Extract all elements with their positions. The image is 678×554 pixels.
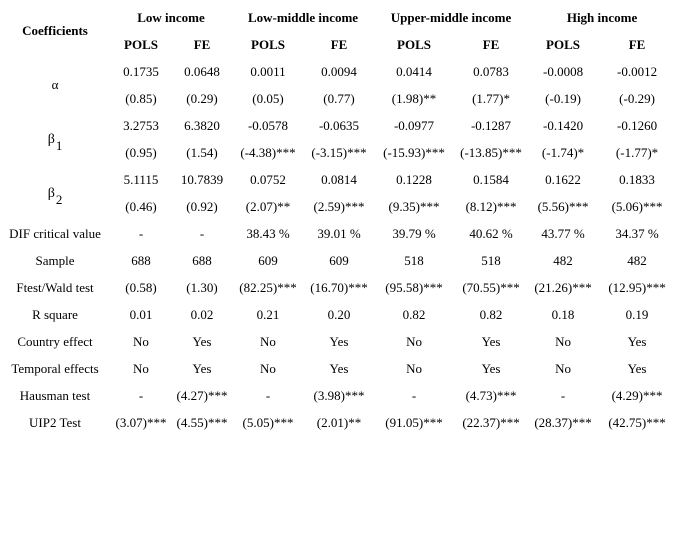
- table-cell: -0.0012: [616, 63, 658, 79]
- table-cell: (1.54): [186, 144, 218, 160]
- table-cell: Yes: [627, 333, 647, 349]
- table-cell: 43.77 %: [541, 225, 585, 241]
- table-cell: (91.05)***: [385, 414, 443, 430]
- table-cell: (1.98)**: [391, 90, 437, 106]
- table-cell: -0.0578: [247, 117, 289, 133]
- coefficients-header: Coefficients: [22, 23, 88, 38]
- row-label: [0, 409, 110, 436]
- table-cell: (82.25)***: [239, 279, 297, 295]
- table-cell: No: [133, 360, 149, 376]
- table-cell: -0.1260: [616, 117, 658, 133]
- table-cell: 518: [404, 252, 424, 268]
- table-cell: (0.92): [186, 198, 218, 214]
- table-cell: 10.7839: [180, 171, 224, 187]
- row-label-text: Country effect: [17, 333, 93, 349]
- table-cell: 0.0011: [250, 63, 286, 79]
- row-label-text: Ftest/Wald test: [16, 279, 94, 295]
- table-cell: (16.70)***: [310, 279, 368, 295]
- table-cell: No: [260, 360, 276, 376]
- table-cell: (0.95): [125, 144, 157, 160]
- row-label: [0, 247, 110, 274]
- table-body: [0, 58, 676, 436]
- row-label-subscript: 2: [55, 191, 63, 207]
- table-cell: (0.05): [252, 90, 284, 106]
- table-cell: 0.20: [327, 306, 351, 322]
- table-cell: (0.85): [125, 90, 157, 106]
- row-label-text: β: [47, 131, 55, 147]
- row-label-text: Sample: [35, 252, 75, 268]
- table-cell: No: [555, 333, 571, 349]
- table-cell: 0.0414: [396, 63, 432, 79]
- table-cell: (4.73)***: [465, 387, 517, 403]
- table-cell: Yes: [192, 360, 212, 376]
- table-cell: (5.06)***: [611, 198, 663, 214]
- row-label: [0, 220, 110, 247]
- table-cell: 0.01: [129, 306, 153, 322]
- table-cell: Yes: [329, 360, 349, 376]
- table-cell: 0.1228: [396, 171, 432, 187]
- table-row: [0, 58, 676, 85]
- table-cell: 0.0094: [321, 63, 357, 79]
- row-label-text: α: [51, 77, 59, 92]
- table-cell: (22.37)***: [462, 414, 520, 430]
- table-cell: -0.0635: [318, 117, 360, 133]
- table-cell: (21.26)***: [534, 279, 592, 295]
- row-label: [0, 328, 110, 355]
- table-row: [0, 355, 676, 382]
- table-cell: 6.3820: [184, 117, 220, 133]
- subcolumn-header: FE: [193, 36, 211, 52]
- table-cell: 34.37 %: [615, 225, 659, 241]
- table-cell: (-0.19): [545, 90, 581, 106]
- table-cell: No: [260, 333, 276, 349]
- table-cell: 482: [553, 252, 573, 268]
- table-cell: (-3.15)***: [311, 144, 367, 160]
- table-cell: (0.29): [186, 90, 218, 106]
- table-cell: 0.0814: [321, 171, 357, 187]
- table-cell: -: [560, 387, 566, 403]
- table-cell: 0.1833: [619, 171, 655, 187]
- table-cell: No: [555, 360, 571, 376]
- table-cell: 609: [329, 252, 349, 268]
- table-cell: 38.43 %: [246, 225, 290, 241]
- table-row: [0, 301, 676, 328]
- table-cell: 5.1115: [123, 171, 159, 187]
- table-cell: -: [199, 225, 205, 241]
- table-cell: 40.62 %: [469, 225, 513, 241]
- row-label: [0, 58, 110, 112]
- table-cell: (8.12)***: [465, 198, 517, 214]
- table-cell: 0.21: [256, 306, 280, 322]
- table-cell: 3.2753: [123, 117, 159, 133]
- row-label: [0, 166, 110, 220]
- table-cell: 0.1584: [473, 171, 509, 187]
- table-cell: 0.82: [479, 306, 503, 322]
- table-row: [0, 166, 676, 193]
- table-cell: (4.55)***: [176, 414, 228, 430]
- table-cell: (12.95)***: [608, 279, 666, 295]
- group-header-low-income: Low income: [137, 9, 205, 25]
- subcolumn-header: POLS: [397, 36, 431, 52]
- table-cell: 0.0648: [184, 63, 220, 79]
- table-row: [0, 220, 676, 247]
- table-cell: Yes: [481, 333, 501, 349]
- table-cell: 0.19: [625, 306, 649, 322]
- table-cell: (42.75)***: [608, 414, 666, 430]
- table-cell: 609: [258, 252, 278, 268]
- table-cell: (5.05)***: [242, 414, 294, 430]
- table-cell: (3.07)***: [115, 414, 167, 430]
- table-cell: No: [406, 333, 422, 349]
- table-row: [0, 274, 676, 301]
- table-cell: (2.07)**: [245, 198, 291, 214]
- row-label-text: β: [47, 185, 55, 201]
- row-label: [0, 274, 110, 301]
- table-cell: Yes: [627, 360, 647, 376]
- table-cell: 0.02: [190, 306, 214, 322]
- subcolumn-header: FE: [628, 36, 646, 52]
- table-cell: -0.1420: [542, 117, 584, 133]
- table-cell: (95.58)***: [385, 279, 443, 295]
- regression-results-table-container: [0, 4, 678, 436]
- row-label-text: Hausman test: [19, 387, 91, 403]
- row-label-subscript: 1: [55, 137, 63, 153]
- table-cell: 0.0783: [473, 63, 509, 79]
- table-cell: -0.0008: [542, 63, 584, 79]
- table-cell: -: [138, 387, 144, 403]
- table-cell: Yes: [329, 333, 349, 349]
- table-cell: (0.58): [125, 279, 157, 295]
- regression-results-table: [0, 4, 676, 436]
- subcolumn-header: FE: [330, 36, 348, 52]
- subcolumn-header: POLS: [251, 36, 285, 52]
- table-cell: 688: [131, 252, 151, 268]
- table-cell: -0.0977: [393, 117, 435, 133]
- table-cell: 0.82: [402, 306, 426, 322]
- table-cell: 39.79 %: [392, 225, 436, 241]
- table-cell: (-1.74)*: [541, 144, 585, 160]
- group-header-high-income: High income: [566, 9, 638, 25]
- table-cell: -: [265, 387, 271, 403]
- table-cell: (4.27)***: [176, 387, 228, 403]
- table-cell: (-13.85)***: [460, 144, 522, 160]
- table-cell: (4.29)***: [611, 387, 663, 403]
- subcolumn-header: POLS: [546, 36, 581, 52]
- table-cell: (2.59)***: [313, 198, 365, 214]
- row-label: [0, 112, 110, 166]
- row-label-text: UIP2 Test: [29, 414, 81, 430]
- table-cell: -: [138, 225, 144, 241]
- table-cell: (70.55)***: [462, 279, 520, 295]
- table-cell: Yes: [481, 360, 501, 376]
- table-row: [0, 382, 676, 409]
- table-cell: (5.56)***: [537, 198, 589, 214]
- table-row: [0, 328, 676, 355]
- row-label: [0, 382, 110, 409]
- table-cell: No: [406, 360, 422, 376]
- row-label: [0, 301, 110, 328]
- table-cell: 518: [481, 252, 501, 268]
- table-cell: No: [133, 333, 149, 349]
- table-cell: (0.77): [323, 90, 355, 106]
- table-row: [0, 409, 676, 436]
- table-cell: (-4.38)***: [240, 144, 296, 160]
- subcolumn-header: POLS: [124, 36, 158, 52]
- table-row: [0, 247, 676, 274]
- table-cell: 0.18: [551, 306, 575, 322]
- group-header-row: [0, 4, 676, 31]
- table-cell: (-0.29): [619, 90, 655, 106]
- table-cell: (1.77)*: [472, 90, 510, 106]
- table-cell: 482: [627, 252, 647, 268]
- table-cell: (-15.93)***: [383, 144, 445, 160]
- table-cell: 0.0752: [250, 171, 286, 187]
- table-cell: (1.30): [186, 279, 218, 295]
- table-cell: (-1.77)*: [615, 144, 659, 160]
- table-cell: 0.1622: [545, 171, 581, 187]
- table-cell: (28.37)***: [534, 414, 592, 430]
- row-label: [0, 355, 110, 382]
- row-label-text: DIF critical value: [9, 225, 101, 241]
- table-cell: -0.1287: [470, 117, 512, 133]
- table-cell: 0.1735: [123, 63, 159, 79]
- table-cell: (9.35)***: [388, 198, 440, 214]
- table-header: [0, 4, 676, 58]
- table-cell: (0.46): [125, 198, 157, 214]
- group-header-upper-middle-income: Upper-middle income: [390, 9, 512, 25]
- table-cell: Yes: [192, 333, 212, 349]
- subcolumn-header: FE: [482, 36, 500, 52]
- table-cell: (2.01)**: [316, 414, 362, 430]
- table-row: [0, 112, 676, 139]
- table-cell: 39.01 %: [317, 225, 361, 241]
- table-cell: -: [411, 387, 417, 403]
- row-label-text: Temporal effects: [11, 360, 99, 376]
- group-header-low-middle-income: Low-middle income: [247, 9, 359, 25]
- row-label-text: R square: [32, 306, 78, 322]
- table-cell: 688: [192, 252, 212, 268]
- table-cell: (3.98)***: [313, 387, 365, 403]
